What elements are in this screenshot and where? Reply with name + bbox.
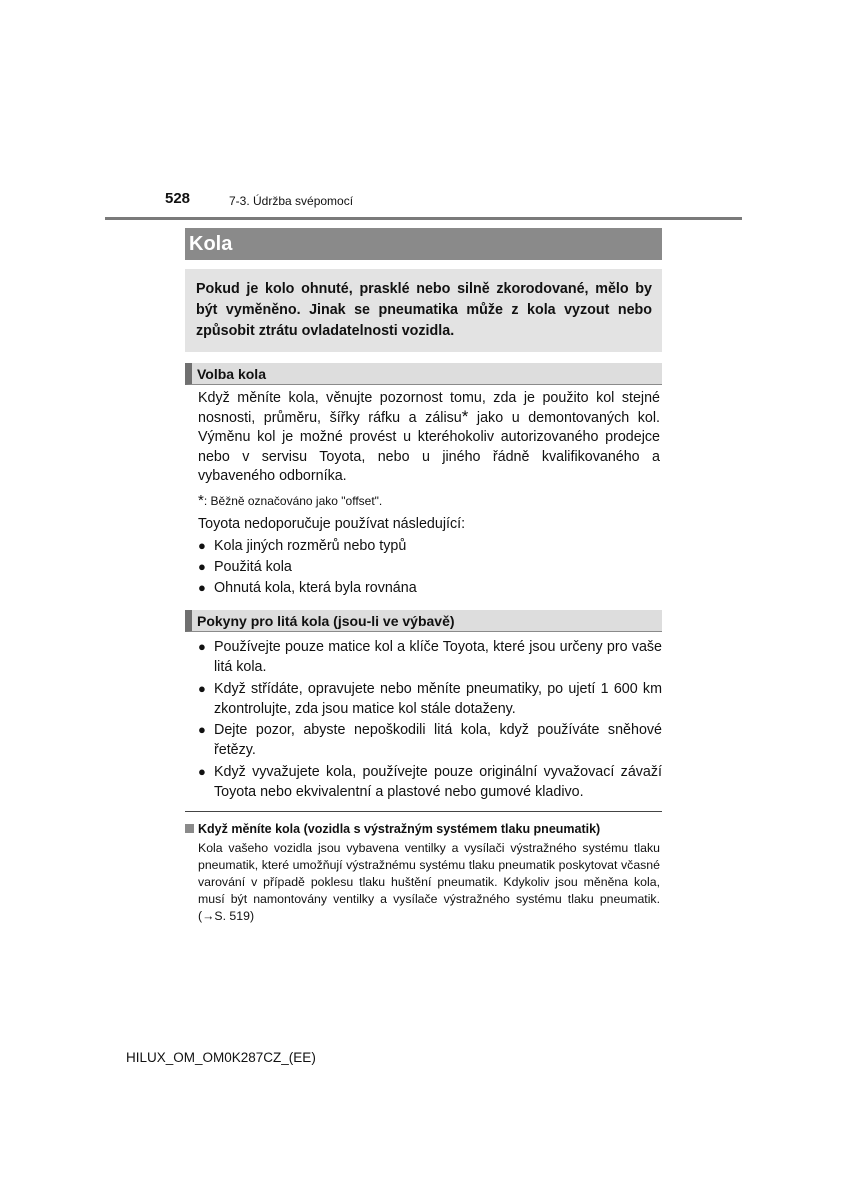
bullet-icon: ● [198,559,206,574]
paragraph-text-end: jako u demontovaných kol. Výměnu kol je možné provést u kteréhokoliv autorizovaného prodejce nebo v servisu Toyota, nebo u jiného řádně kvalifikovaného a vybaveného odborníka. [198,409,660,484]
document-code: HILUX_OM_OM0K287CZ_(EE) [126,1050,316,1065]
list-item [198,578,662,598]
list-item [198,637,662,677]
heading-alloy-wheels: Pokyny pro litá kola (jsou-li ve výbavě) [185,610,662,632]
square-bullet-icon [185,824,194,833]
bullet-icon: ● [198,681,206,696]
list-item [198,762,662,802]
footnote-text: : Běžně označováno jako "offset". [203,494,383,508]
list-item [198,536,662,556]
list-item [198,557,662,577]
list-item-text: Když vyvažujete kola, používejte pouze originální vyvažovací závaží Toyota nebo ekvivalentní a plastové nebo gumové kladivo. [214,764,662,800]
bullet-icon: ● [198,538,206,553]
list-item-text: Použitá kola [214,559,292,575]
bullet-icon: ● [198,580,206,595]
note-body: Kola vašeho vozidla jsou vybavena ventilky a vysílači výstražného systému tlaku pneumatik, které umožňují výstražnému systému tlaku pneumatik poskytovat včasné varování v případě poklesu tlaku huštění pneumatik. Kdykoliv jsou měněna kola, musí být namontovány ventilky a vysílače výstražného systému tlaku pneumatik. (→S. 519) [198,841,660,923]
note-heading [185,822,600,836]
footnote-asterisk: * [198,492,204,509]
warning-box: Pokud je kolo ohnuté, prasklé nebo silně zkorodované, mělo by být vyměněno. Jinak se pneumatika může z kola vyzout nebo způsobit ztrátu ovladatelnosti vozidla. [185,269,662,352]
section-title: Kola [185,228,662,260]
list-item [198,720,662,760]
page-header [105,190,742,220]
note-heading-text: Když měníte kola (vozidla s výstražným systémem tlaku pneumatik) [198,822,601,836]
not-recommended-intro: Toyota nedoporučuje používat následující: [198,516,466,532]
list-item-text: Dejte pozor, abyste nepoškodili litá kola, když používáte sněhové řetězy. [214,722,662,758]
wheel-selection-paragraph [198,389,660,487]
page-number: 528 [165,190,191,207]
bullet-icon: ● [198,722,206,737]
heading-wheel-selection: Volba kola [185,363,662,385]
list-item-text: Používejte pouze matice kol a klíče Toyota, které jsou určeny pro vaše litá kola. [214,639,662,675]
list-item-text: Ohnutá kola, která byla rovnána [214,580,417,596]
list-item-text: Kola jiných rozměrů nebo typů [214,538,407,554]
paragraph-text-start: Když měníte kola, věnujte pozornost tomu, zda je použito kol stejné nosnosti, průměru, šířky ráfku a zálisu [198,390,660,426]
bullet-icon: ● [198,764,206,779]
list-item-text: Když střídáte, opravujete nebo měníte pneumatiky, po ujetí 1 600 km zkontrolujte, zda jsou matice kol stále dotaženy. [214,681,662,717]
list-item [198,679,662,719]
footnote [198,492,382,509]
chapter-title: 7-3. Údržba svépomocí [229,194,354,208]
divider [185,811,662,812]
bullet-icon: ● [198,639,206,654]
asterisk-mark: * [461,406,469,426]
